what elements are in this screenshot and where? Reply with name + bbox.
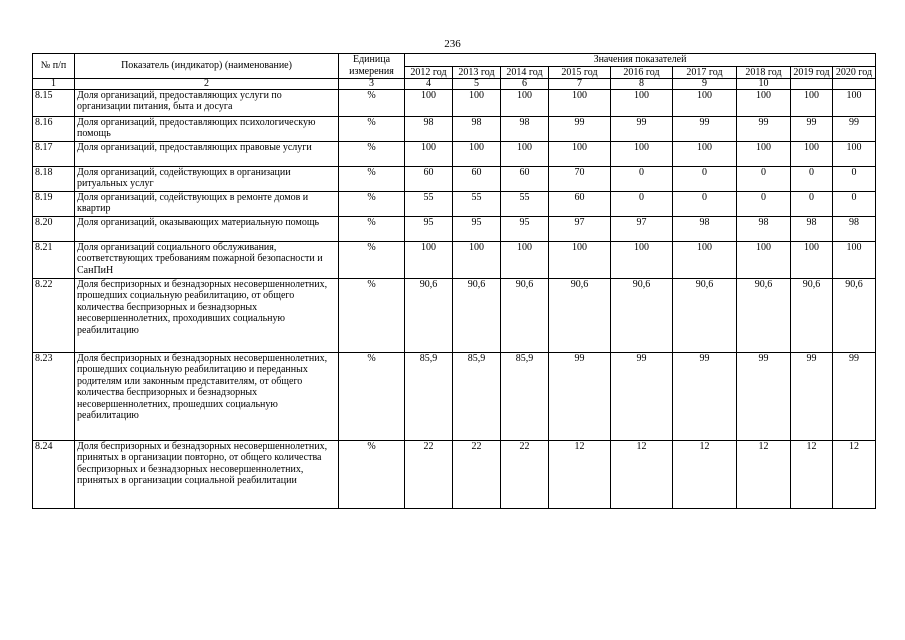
page-number: 236	[444, 38, 461, 50]
table-row	[33, 216, 876, 241]
table-row	[33, 278, 876, 352]
header-unit: Единица измерения	[339, 54, 405, 79]
column-numbers-row	[33, 78, 876, 89]
indicator-name: Доля беспризорных и безнадзорных несовершеннолетних, прошедших социальную реабилитацию и переданных родителям или законным представителям, от общего количества беспризорных и безнадзорных несовершеннолетних, прошедших социальную реабилитацию	[75, 352, 339, 440]
value-cell: 55	[453, 191, 501, 216]
table-row	[33, 116, 876, 141]
value-cell: 98	[405, 116, 453, 141]
header-values-group: Значения показателей	[405, 54, 876, 67]
unit-cell: %	[339, 241, 405, 278]
value-cell: 99	[611, 116, 673, 141]
table-row	[33, 241, 876, 278]
indicators-table	[32, 53, 876, 509]
value-cell: 99	[791, 116, 833, 141]
value-cell: 100	[453, 241, 501, 278]
value-cell: 98	[673, 216, 737, 241]
value-cell: 0	[791, 166, 833, 191]
header-year: 2018 год	[737, 66, 791, 78]
column-number: 3	[339, 78, 405, 89]
value-cell: 100	[453, 141, 501, 166]
row-number: 8.23	[33, 352, 75, 440]
column-number	[833, 78, 876, 89]
table-row	[33, 440, 876, 508]
header-year: 2013 год	[453, 66, 501, 78]
value-cell: 0	[833, 166, 876, 191]
value-cell: 98	[737, 216, 791, 241]
table-row	[33, 191, 876, 216]
value-cell: 99	[791, 352, 833, 440]
value-cell: 90,6	[673, 278, 737, 352]
unit-cell: %	[339, 352, 405, 440]
value-cell: 100	[611, 89, 673, 116]
value-cell: 55	[405, 191, 453, 216]
row-number: 8.17	[33, 141, 75, 166]
value-cell: 22	[405, 440, 453, 508]
indicator-name: Доля организаций, оказывающих материальную помощь	[75, 216, 339, 241]
unit-cell: %	[339, 89, 405, 116]
table-row	[33, 166, 876, 191]
column-number: 9	[673, 78, 737, 89]
value-cell: 100	[501, 241, 549, 278]
value-cell: 98	[791, 216, 833, 241]
value-cell: 12	[549, 440, 611, 508]
header-year: 2015 год	[549, 66, 611, 78]
value-cell: 90,6	[833, 278, 876, 352]
value-cell: 90,6	[737, 278, 791, 352]
value-cell: 100	[791, 89, 833, 116]
value-cell: 99	[833, 352, 876, 440]
value-cell: 100	[791, 241, 833, 278]
unit-cell: %	[339, 191, 405, 216]
row-number: 8.24	[33, 440, 75, 508]
column-number: 7	[549, 78, 611, 89]
value-cell: 99	[549, 116, 611, 141]
indicator-name: Доля организаций, предоставляющих услуги по организации питания, быта и досуга	[75, 89, 339, 116]
indicator-name: Доля организаций, предоставляющих правовые услуги	[75, 141, 339, 166]
column-number: 8	[611, 78, 673, 89]
value-cell: 99	[673, 352, 737, 440]
value-cell: 90,6	[501, 278, 549, 352]
header-year: 2016 год	[611, 66, 673, 78]
column-number: 1	[33, 78, 75, 89]
header-year: 2012 год	[405, 66, 453, 78]
value-cell: 95	[405, 216, 453, 241]
value-cell: 99	[737, 116, 791, 141]
value-cell: 98	[501, 116, 549, 141]
value-cell: 99	[833, 116, 876, 141]
value-cell: 0	[737, 166, 791, 191]
value-cell: 98	[453, 116, 501, 141]
row-number: 8.21	[33, 241, 75, 278]
value-cell: 22	[453, 440, 501, 508]
value-cell: 100	[833, 141, 876, 166]
row-number: 8.16	[33, 116, 75, 141]
row-number: 8.18	[33, 166, 75, 191]
value-cell: 100	[737, 241, 791, 278]
value-cell: 99	[673, 116, 737, 141]
header-year: 2019 год	[791, 66, 833, 78]
column-number	[791, 78, 833, 89]
value-cell: 100	[549, 89, 611, 116]
value-cell: 100	[501, 89, 549, 116]
unit-cell: %	[339, 440, 405, 508]
value-cell: 100	[453, 89, 501, 116]
column-number: 10	[737, 78, 791, 89]
value-cell: 0	[611, 191, 673, 216]
value-cell: 0	[791, 191, 833, 216]
value-cell: 0	[673, 191, 737, 216]
value-cell: 100	[405, 141, 453, 166]
value-cell: 100	[501, 141, 549, 166]
value-cell: 60	[501, 166, 549, 191]
value-cell: 100	[405, 89, 453, 116]
value-cell: 90,6	[453, 278, 501, 352]
value-cell: 90,6	[611, 278, 673, 352]
row-number: 8.20	[33, 216, 75, 241]
value-cell: 95	[453, 216, 501, 241]
value-cell: 12	[673, 440, 737, 508]
unit-cell: %	[339, 166, 405, 191]
value-cell: 60	[549, 191, 611, 216]
value-cell: 22	[501, 440, 549, 508]
column-number: 5	[453, 78, 501, 89]
value-cell: 97	[549, 216, 611, 241]
value-cell: 60	[405, 166, 453, 191]
indicator-name: Доля организаций социального обслуживания, соответствующих требованиям пожарной безопасности и СанПиН	[75, 241, 339, 278]
indicator-name: Доля организаций, содействующих в ремонте домов и квартир	[75, 191, 339, 216]
value-cell: 12	[791, 440, 833, 508]
value-cell: 100	[673, 141, 737, 166]
value-cell: 60	[453, 166, 501, 191]
value-cell: 100	[611, 141, 673, 166]
indicator-name: Доля беспризорных и безнадзорных несовершеннолетних, принятых в организации повторно, от общего количества беспризорных и безнадзорных несовершеннолетних, принятых в организации социальной реабилитации	[75, 440, 339, 508]
value-cell: 85,9	[405, 352, 453, 440]
value-cell: 100	[611, 241, 673, 278]
value-cell: 12	[737, 440, 791, 508]
value-cell: 100	[737, 141, 791, 166]
value-cell: 90,6	[405, 278, 453, 352]
value-cell: 99	[737, 352, 791, 440]
column-number: 4	[405, 78, 453, 89]
value-cell: 85,9	[453, 352, 501, 440]
value-cell: 100	[833, 89, 876, 116]
value-cell: 0	[611, 166, 673, 191]
unit-cell: %	[339, 141, 405, 166]
header-indicator: Показатель (индикатор) (наименование)	[75, 54, 339, 79]
value-cell: 100	[791, 141, 833, 166]
value-cell: 99	[549, 352, 611, 440]
value-cell: 100	[549, 141, 611, 166]
value-cell: 100	[673, 89, 737, 116]
value-cell: 85,9	[501, 352, 549, 440]
value-cell: 100	[833, 241, 876, 278]
value-cell: 55	[501, 191, 549, 216]
value-cell: 0	[833, 191, 876, 216]
header-year: 2014 год	[501, 66, 549, 78]
row-number: 8.19	[33, 191, 75, 216]
table-row	[33, 141, 876, 166]
indicator-name: Доля организаций, содействующих в организации ритуальных услуг	[75, 166, 339, 191]
column-number: 6	[501, 78, 549, 89]
value-cell: 0	[673, 166, 737, 191]
value-cell: 90,6	[549, 278, 611, 352]
value-cell: 100	[549, 241, 611, 278]
column-number: 2	[75, 78, 339, 89]
header-year: 2017 год	[673, 66, 737, 78]
row-number: 8.15	[33, 89, 75, 116]
row-number: 8.22	[33, 278, 75, 352]
value-cell: 97	[611, 216, 673, 241]
value-cell: 12	[833, 440, 876, 508]
value-cell: 90,6	[791, 278, 833, 352]
value-cell: 70	[549, 166, 611, 191]
value-cell: 100	[737, 89, 791, 116]
header-year: 2020 год	[833, 66, 876, 78]
unit-cell: %	[339, 216, 405, 241]
value-cell: 95	[501, 216, 549, 241]
value-cell: 98	[833, 216, 876, 241]
indicator-name: Доля организаций, предоставляющих психологическую помощь	[75, 116, 339, 141]
value-cell: 100	[405, 241, 453, 278]
header-num: № п/п	[33, 54, 75, 79]
value-cell: 0	[737, 191, 791, 216]
value-cell: 99	[611, 352, 673, 440]
table-row	[33, 89, 876, 116]
unit-cell: %	[339, 116, 405, 141]
indicator-name: Доля беспризорных и безнадзорных несовершеннолетних, прошедших социальную реабилитацию, от общего количества беспризорных и безнадзорных несовершеннолетних, проходивших социальную реабилитацию	[75, 278, 339, 352]
value-cell: 12	[611, 440, 673, 508]
table-row	[33, 352, 876, 440]
value-cell: 100	[673, 241, 737, 278]
unit-cell: %	[339, 278, 405, 352]
